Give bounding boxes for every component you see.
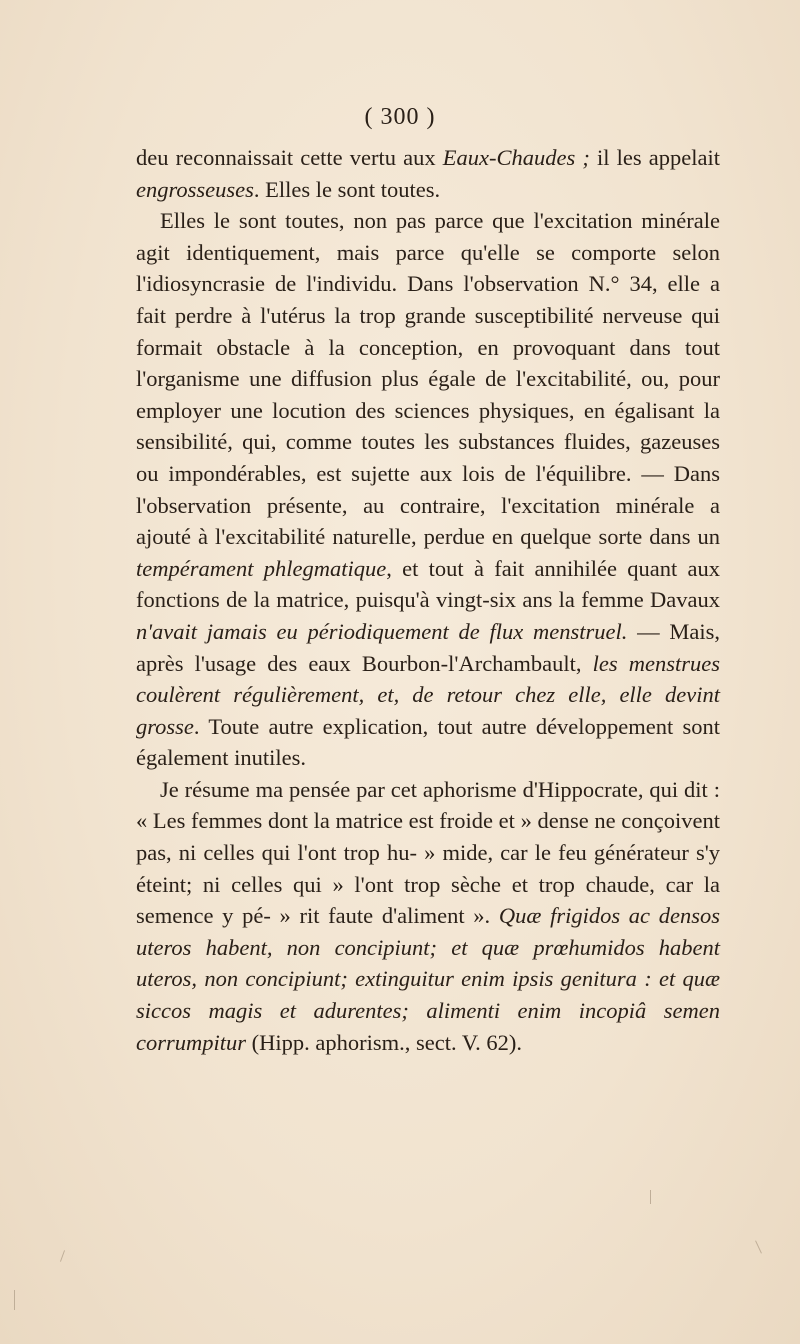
paragraph-2 bbox=[136, 205, 720, 774]
paper-speck bbox=[650, 1190, 651, 1204]
text-segment: Elles le sont toutes, non pas parce que l'excitation minérale agit identiquement, mais parce qu'elle se comporte selon l'idiosyncrasie de l'individu. Dans l'observation N.° 34, elle a fait perdre à l'utérus la trop grande susceptibilité nerveuse qui formait obstacle à la conception, en provoquant dans tout l'organisme une diffusion plus égale de l'excitabilité, ou, pour employer une locution des sciences physiques, en égalisant la sensibilité, qui, comme toutes les substances fluides, gazeuses ou impondérables, est sujette aux lois de l'équilibre. — Dans l'observation présente, au contraire, l'excitation minérale a ajouté à l'excitabilité naturelle, perdue en quelque sorte dans un bbox=[136, 208, 720, 550]
italic-segment: les menstrues coulèrent régulièrement, et, de retour chez elle, elle devint grosse bbox=[136, 650, 720, 739]
page-number-header: ( 300 ) bbox=[364, 104, 436, 130]
body-text bbox=[136, 142, 720, 1058]
italic-segment: Eaux-Chaudes ; bbox=[442, 145, 590, 170]
paragraph-3 bbox=[136, 774, 720, 1058]
text-segment: deu reconnaissait cette vertu aux bbox=[136, 145, 443, 170]
italic-segment: tempérament phlegmatique bbox=[136, 555, 387, 581]
italic-segment: Quæ frigidos ac densos uteros habent, non concipiunt; et quæ prœhumidos habent uteros, non concipiunt; extinguitur enim ipsis genitura : et quæ siccos magis et adurentes; alimenti enim incopiâ semen corrumpitur bbox=[136, 903, 720, 1055]
text-segment: — Mais, après l'usage des eaux Bourbon-l'Archambault, bbox=[136, 618, 721, 676]
paper-speck bbox=[14, 1290, 15, 1310]
text-segment: (Hipp. aphorism., sect. V. 62). bbox=[246, 1029, 523, 1055]
paper-speck bbox=[755, 1240, 762, 1253]
text-segment: . Toute autre explication, tout autre développement sont également inutiles. bbox=[136, 713, 720, 771]
text-segment: il les appelait bbox=[589, 145, 720, 170]
italic-segment: engrosseuses bbox=[136, 176, 254, 202]
paper-speck bbox=[60, 1250, 65, 1262]
text-segment: . Elles le sont toutes. bbox=[253, 176, 441, 202]
text-segment: Je résume ma pensée par cet aphorisme d'Hippocrate, qui dit : « Les femmes dont la matrice est froide et » dense ne conçoivent pas, ni celles qui l'ont trop hu- » mide, car le feu générateur s'y éteint; ni celles qui » l'ont trop sèche et trop chaude, car la semence y pé- » rit faute d'aliment ». bbox=[136, 776, 720, 929]
italic-segment: n'avait jamais eu périodiquement de flux menstruel. bbox=[136, 618, 628, 644]
text-segment: , et tout à fait annihilée quant aux fonctions de la matrice, puisqu'à vingt-six ans la femme Davaux bbox=[136, 555, 720, 613]
paragraph-1 bbox=[136, 142, 720, 205]
